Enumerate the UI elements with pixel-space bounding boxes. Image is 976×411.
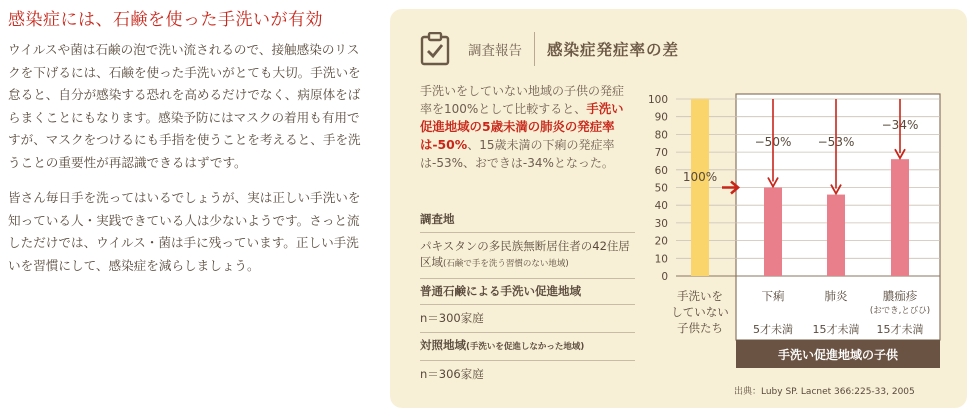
category-label: していない <box>671 305 729 319</box>
left-column <box>8 8 368 277</box>
bar-2 <box>827 195 845 276</box>
bar-1 <box>764 188 782 277</box>
lead-highlight: 手洗い促進地域の5歳未満の肺炎の発症率は-50% <box>420 101 624 152</box>
y-tick-label: 10 <box>654 253 668 266</box>
control-area-heading <box>420 333 635 361</box>
value-label: −53% <box>817 135 855 149</box>
category-label: 子供たち <box>677 321 723 335</box>
control-area-note: (手洗いを促進しなかった地域) <box>466 342 585 352</box>
bar-0 <box>691 99 709 276</box>
age-label: 15才未満 <box>876 323 924 336</box>
y-tick-label: 40 <box>654 200 668 213</box>
y-tick-label: 60 <box>654 164 668 177</box>
survey-report-panel <box>390 9 967 408</box>
lead-text <box>420 82 635 172</box>
category-label: 下痢 <box>761 289 785 303</box>
age-label: 15才未満 <box>812 323 860 336</box>
value-label: −34% <box>881 118 919 132</box>
category-label: 手洗いを <box>677 289 723 303</box>
control-area-count: n＝306家庭 <box>420 367 484 381</box>
y-tick-label: 20 <box>654 235 668 248</box>
y-tick-label: 100 <box>647 94 668 106</box>
clipboard-check-icon <box>420 32 450 66</box>
y-tick-label: 30 <box>654 217 668 230</box>
value-label: 100% <box>682 170 718 184</box>
category-label: 膿痂疹 <box>882 289 918 303</box>
lead-part-a: 手洗いをしていない地域の子供の発症率を100%として比較すると、 <box>420 84 625 116</box>
age-label: 5才未満 <box>753 323 793 336</box>
group-label: 手洗い促進地域の子供 <box>777 348 899 362</box>
survey-site-text <box>420 233 635 279</box>
y-tick-label: 0 <box>661 271 668 283</box>
survey-site-note: (石鹸で手を洗う習慣のない地域) <box>443 259 569 269</box>
survey-site-heading: 調査地 <box>420 207 635 233</box>
survey-site-desc: パキスタンの多民族無断居住者の42住居区域 <box>420 239 630 269</box>
promo-area-count: n＝300家庭 <box>420 305 635 333</box>
incidence-bar-chart <box>640 84 950 379</box>
y-tick-label: 90 <box>654 111 668 124</box>
body-paragraph-1: ウイルスや菌は石鹸の泡で洗い流されるので、接触感染のリスクを下げるには、石鹸を使った手洗いがとても大切。手洗いを怠ると、自分が感染する恐れを高めるだけでなく、病原体をばらまくことにもなります。感染予防にはマスクの着用も有用ですが、マスクをつけるにも手指を使うことを考えると、手を洗うことの重要性が再認識できるはずです。 <box>8 42 361 170</box>
panel-header <box>420 29 679 69</box>
report-label: 調査報告 <box>468 43 522 59</box>
category-label: 肺炎 <box>824 289 848 303</box>
value-label: −50% <box>754 135 792 149</box>
header-divider <box>534 32 535 66</box>
body-paragraph-2: 皆さん毎日手を洗ってはいるでしょうが、実は正しい手洗いを知っている人・実践できている人は少ないようです。さっと流しただけでは、ウイルス・菌は手に残っています。正しい手洗いを習慣にして、感染症を減らしましょう。 <box>8 190 361 273</box>
section-title: 感染症には、石鹸を使った手洗いが有効 <box>8 10 323 30</box>
panel-title: 感染症発症率の差 <box>547 41 680 59</box>
source-citation: 出典：Luby SP. Lacnet 366:225-33, 2005 <box>734 387 915 397</box>
y-tick-label: 50 <box>654 182 668 195</box>
y-tick-label: 70 <box>654 147 668 160</box>
category-note: (おでき,とびひ) <box>869 306 931 316</box>
survey-info <box>420 207 635 388</box>
control-area-title: 対照地域 <box>420 338 466 352</box>
promo-area-heading: 普通石鹸による手洗い促進地域 <box>420 279 635 305</box>
lead-part-b: 、15歳未満の下痢の発症率は-53%、おできは-34%となった。 <box>420 138 615 170</box>
y-tick-label: 80 <box>654 129 668 142</box>
bar-3 <box>891 159 909 276</box>
